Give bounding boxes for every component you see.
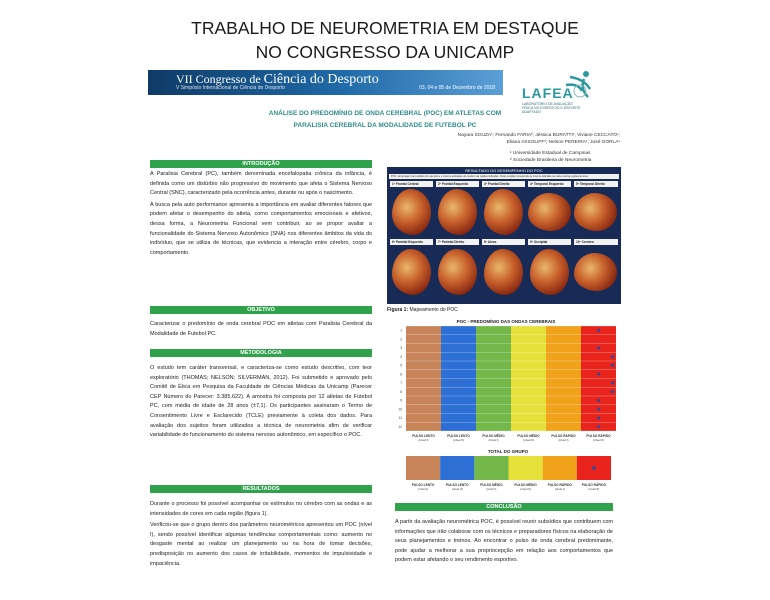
y-tick-label: 12 [398,424,402,429]
chart-band [543,456,577,480]
y-tick-label: 9 [400,398,402,403]
y-tick-label: 4 [400,354,402,359]
introducao-p2: A busca pela auto performance apresenta a importância em avaliar diferentes fatores que podem afetar o desempenho do atleta, como comportamentos emocionais e afetivos, dessa forma, a Neurometria Funcional vem contribuir, ao se propor avaliar a funcionalidade do Sistema Nervoso Autonômico (SNA) nos diferentes âmbitos da vida do indivíduo, que se utiliza de técnicas, que evidencia a interação entre cérebro, corpo e comportamento. [150,201,372,256]
brain-image [574,253,617,291]
brain-panel-subtitle: POC: amostragem da medição com atenção e o nível de atividades do cérebro nas regiões indicadas. Onde a região corresponde ao nível de atividade de cada uma das regiões da área. [389,174,619,179]
authors [330,132,620,146]
brain-label: 9º Occipital [528,239,571,245]
x-tick-label: PULSO RÁPIDO [551,434,576,438]
brain-panel-title: RESULTADO DO DESEMPENHO DO POC [465,168,543,173]
brain-image [438,189,477,235]
x-tick-sublabel: (nível II) [523,438,534,442]
banner-title-main: Ciência do Desporto [263,72,379,87]
metodologia-body [150,364,372,443]
y-tick-label: 6 [400,372,402,377]
resultados-p1: Durante o processo foi possível acompanhar os estímulos no cérebro com as ondas e as intensidades de cores em cada região (figura 1). [150,501,372,517]
banner-title-prefix: VII Congresso de [176,72,264,86]
total-group-chart [396,448,621,498]
resultados-heading: RESULTADOS [150,485,372,493]
poster-title-line1: ANÁLISE DO PREDOMÍNIO DE ONDA CEREBRAL (POC) EM ATLETAS COM [268,110,502,117]
x-tick-sublabel: (nível II) [593,438,604,442]
chart-x-labels [412,433,611,442]
authors-line2: Eliana ASSOLIFF¹; Nelson PEREIRA¹; José GORLA¹ [506,140,620,145]
banner-dates: 03, 04 e 05 de Dezembro de 2018 [419,85,495,91]
conclusao-heading: CONCLUSÃO [395,503,613,511]
x-tick-sublabel: (nível II) [451,487,463,491]
y-tick-label: 7 [400,381,402,386]
metodologia-p1: O estudo tem caráter transversal, e caracteriza-se como estudo descritivo, com teor exploratório (THOMAS; NELSON; SILVERMAN, 2012). Foi submetido e aprovado pelo Comitê de Ética em Pesquisa da Faculdade de Ciências Médicas da Unicamp (Parecer CEP Número do Parecer: 3.385.622). A amostra foi composta por 12 atletas de Futebol PC, com média de idade de 28 anos (±7,1). Os participantes assinaram o Termo de Consentimento Livre e Esclarecido (TCLE) previamente à coleta dos dados. Para avaliação dos sujeitos foram utilizados a técnica de neurometria afim de verificar variabilidade do funcionamento do sistema nervoso autonômico, em específico o POC. [150,365,372,439]
resultados-body [150,500,372,571]
brain-label: 2º Frontal Esquerdo [436,181,479,187]
brain-label: 1º Frontal Central [390,181,433,187]
introducao-heading: INTRODUÇÃO [150,160,372,168]
objetivo-p1: Caracterizar o predomínio de onda cerebral POC em atletas com Paralisia Cerebral da Modalidade de Futebol PC. [150,321,372,337]
x-tick-label: PULSO MÉDIO [480,483,503,487]
figure-caption [387,307,458,313]
brain-image [438,249,477,295]
chart-y-labels [398,329,402,429]
y-tick-label: 8 [400,389,402,394]
brain-mapping-figure [387,167,621,304]
brain-label: 3º Frontal Direito [482,181,525,187]
y-tick-label: 11 [398,416,402,421]
chart-band [406,456,440,480]
x-tick-sublabel: (nível I) [554,487,565,491]
chart-title: POC - PREDOMÍNIO DAS ONDAS CEREBRAIS [456,319,556,324]
affiliation-1: ¹ Universidade Estadual de Campinas [510,151,591,156]
brain-label: 5º Temporal Direito [574,181,618,187]
y-tick-label: 1 [400,328,402,333]
x-tick-label: PULSO LENTO [447,434,470,438]
chart-x-labels [412,482,607,491]
x-tick-sublabel: (nível I) [488,438,499,442]
y-tick-label: 3 [400,346,402,351]
chart-band [474,456,508,480]
brain-label: 10º Cerebro [574,239,618,245]
page-title-line2: NO CONGRESSO DA UNICAMP [255,42,515,62]
figure-caption-text: Mapeamento do POC [408,307,458,313]
chart-band [440,456,474,480]
figure-caption-label: Figura 1: [387,307,409,313]
brain-label: 4º Temporal Esquerdo [528,181,571,187]
x-tick-sublabel: (nível I) [418,487,429,491]
x-tick-label: PULSO MÉDIO [482,434,505,438]
x-tick-sublabel: (nível I) [418,438,429,442]
chart-band [509,456,543,480]
x-tick-label: PULSO RÁPIDO [547,483,572,487]
x-tick-label: PULSO LENTO [412,434,435,438]
x-tick-sublabel: (nível I) [486,487,497,491]
y-tick-label: 2 [400,337,402,342]
introducao-p1: A Paralisia Cerebral (PC), também denominada encefalopatia crônica da infância, é definida como um distúrbio não progressivo do movimento que afeta o Sistema Nervoso Central (SNC), caracterizado pela ocorrência antes, durante ou após o nascimento. [150,171,372,197]
brain-label: 7º Parietal Direito [436,239,479,245]
x-tick-label: PULSO MÉDIO [514,483,537,487]
brain-image [392,249,431,295]
authors-line1: Nayara SOUZA¹; Fernando FARIA²; Jéssica BURATTI¹; Viviane CECCATO¹; [457,133,620,138]
page-title-line1: TRABALHO DE NEUROMETRIA EM DESTAQUE [191,18,579,38]
page-title [0,16,770,64]
brain-image [392,189,431,235]
logo-name: LAFEA [522,85,574,101]
brain-image [528,193,571,231]
x-tick-label: PULSO LENTO [411,483,435,487]
poster-title [150,108,620,132]
conclusao-p1: A partir da avaliação neurométrica POC, é possível reunir subsídios que contribuem com informações que irão colaborar com os técnicos e preparadores físicos na elaboração de seus planejamentos e treinos. Ao encontrar o pulso de onda cerebral predominante, pode ajudar a melhorar a sua propriocepção em relação aos comportamentos que podem estar afetando o seu rendimento esportivo. [395,519,613,564]
objetivo-body [150,320,372,341]
chart-bands [406,456,611,480]
brain-image [484,249,523,295]
banner-subtitle: V Simpósio Internacional de Ciência do Desporto [176,85,285,91]
poster-title-line2: PARALISIA CEREBRAL DA MODALIDADE DE FUTEBOL PC [293,122,477,129]
x-tick-sublabel: (nível II) [520,487,532,491]
y-tick-label: 10 [398,407,402,412]
conclusao-body [395,518,613,568]
poc-chart [366,318,626,450]
introducao-body [150,170,372,260]
brain-image [574,193,617,231]
logo-subtitle: LABORATÓRIO DE AVALIAÇÃO FÍSICA NO EXERCÍCIO E ESPORTE ADAPTADO [522,102,581,114]
x-tick-label: PULSO RÁPIDO [586,434,611,438]
brain-label: 8º Alvos [482,239,525,245]
x-tick-sublabel: (nível II) [453,438,464,442]
metodologia-heading: METODOLOGIA [150,349,372,357]
brain-label: 6º Parietal Esquerdo [390,239,433,245]
brain-image [484,189,523,235]
x-tick-label: PULSO MÉDIO [517,434,540,438]
x-tick-label: PULSO LENTO [445,483,469,487]
x-tick-sublabel: (nível II) [588,487,600,491]
y-tick-label: 5 [400,363,402,368]
congress-banner [148,70,503,95]
x-tick-sublabel: (nível I) [558,438,569,442]
affiliation-2: ² Sociedade Brasileira de Neurometria [510,158,592,163]
brain-image [530,249,569,295]
x-tick-label: PULSO RÁPIDO [581,483,607,487]
affiliations [510,150,625,164]
chart-title: TOTAL DO GRUPO [487,449,529,454]
objetivo-heading: OBJETIVO [150,306,372,314]
resultados-p2: Verificou-se que o grupo dentro dos parâmetros neurométricos apresentou um POC (nível I), sendo possível identificar algumas tendências comportamentais como: aumento no desgaste mental ao realizar um planejamento ou na hora de tomar decisões, predisposição no aumento dos casos de irritabilidade, momentos de impulsividade e impaciência. [150,522,372,567]
